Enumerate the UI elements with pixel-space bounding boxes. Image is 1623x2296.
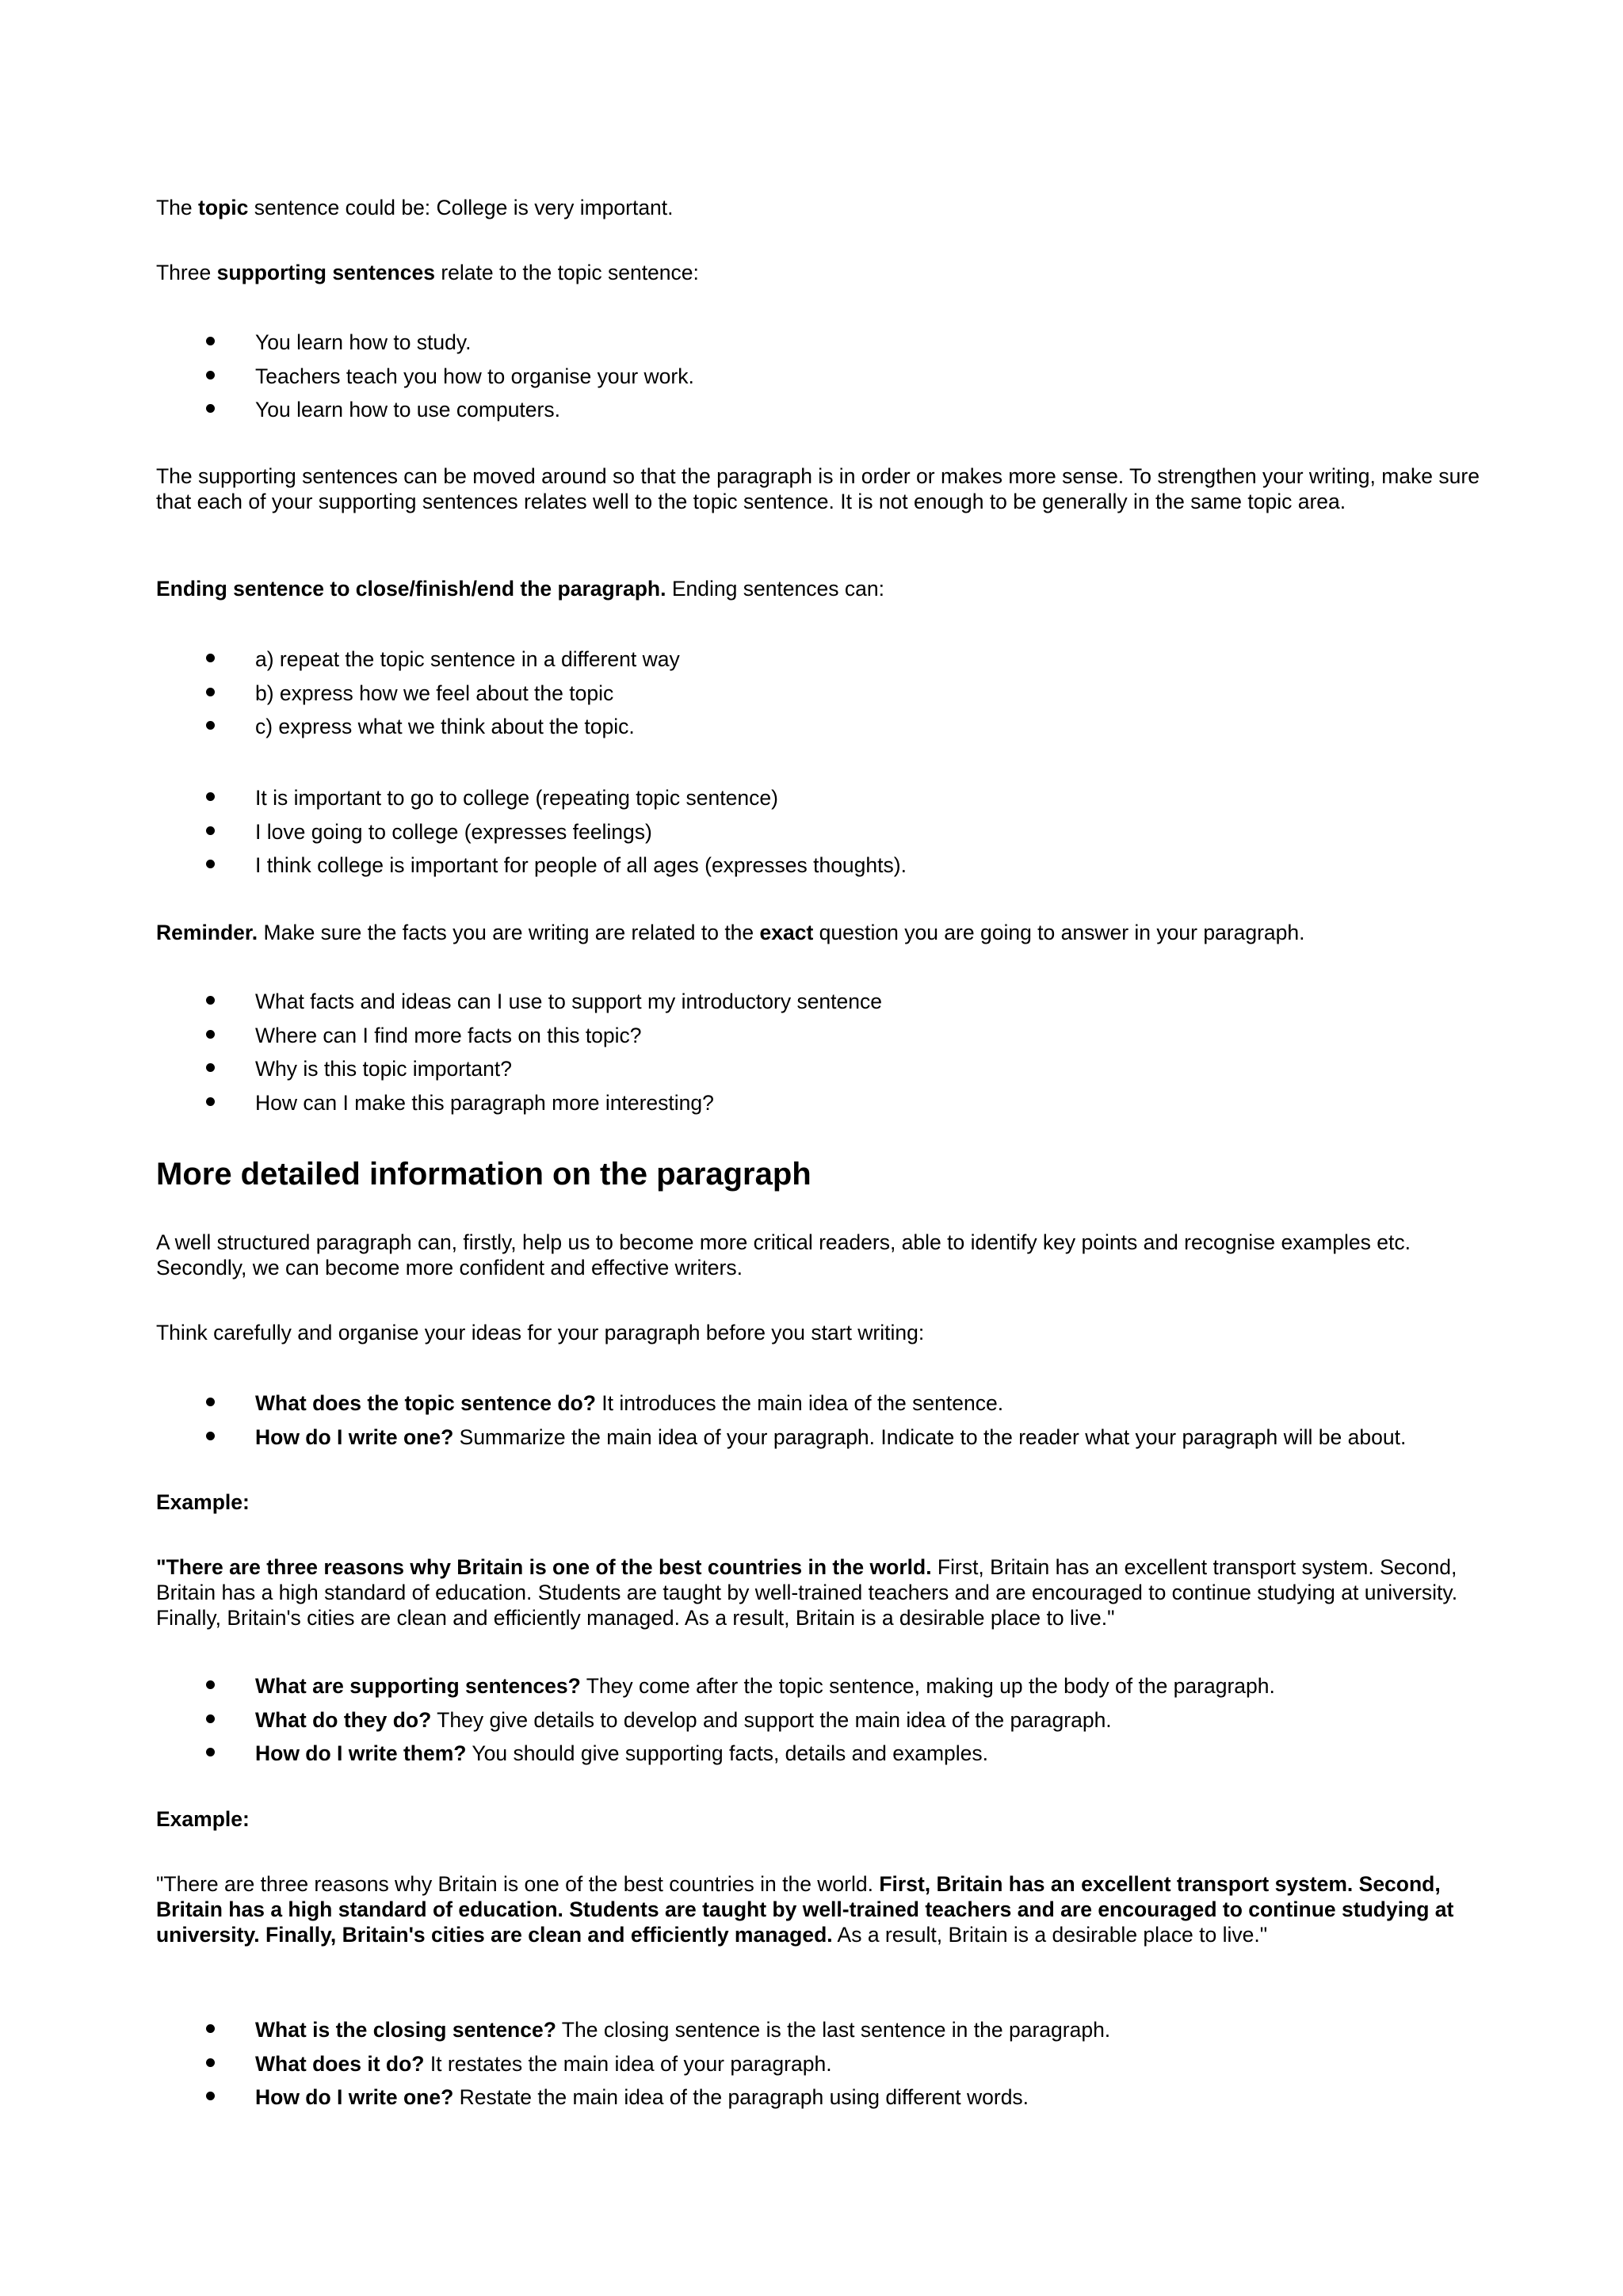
list-item-text: Where can I find more facts on this topic? (255, 1023, 642, 1047)
list-item (0, 1425, 1487, 1459)
bullet-icon (206, 654, 215, 662)
bold-run: Example: (156, 1807, 250, 1831)
example-paragraph-topic (156, 1554, 1487, 1630)
list-item (0, 852, 1487, 887)
text-run: question you are going to answer in your paragraph. (813, 921, 1305, 944)
list-item (0, 646, 1487, 681)
list-item (0, 1673, 1487, 1707)
bold-run: supporting sentences (216, 261, 435, 284)
list-item (0, 819, 1487, 853)
example-label (156, 1806, 1487, 1832)
question-text: How do I write them? (255, 1741, 467, 1765)
answer-text: They come after the topic sentence, making up the body of the paragraph. (580, 1674, 1275, 1698)
list-item (0, 989, 1487, 1023)
text-run: "There are three reasons why Britain is one of the best countries in the world. (156, 1872, 880, 1896)
ending-sentence-options-list (0, 646, 1487, 748)
list-item (0, 2051, 1487, 2085)
bold-run: Reminder. (156, 921, 258, 944)
bullet-icon (206, 688, 215, 696)
bullet-icon (206, 1680, 215, 1689)
text-run: As a result, Britain is a desirable place to live." (832, 1923, 1268, 1947)
bold-run: Ending sentence to close/finish/end the paragraph. (156, 577, 666, 601)
example-label (156, 1489, 1487, 1515)
answer-text: You should give supporting facts, details and examples. (466, 1741, 988, 1765)
supporting-sentences-list (0, 330, 1487, 431)
reminder-paragraph (156, 920, 1487, 945)
bold-run: exact (759, 921, 814, 944)
answer-text: It restates the main idea of your paragraph. (424, 2051, 832, 2076)
answer-text: They give details to develop and support the main idea of the paragraph. (431, 1707, 1112, 1732)
list-item-text: Why is this topic important? (255, 1057, 513, 1081)
supporting-sentences-explanation: The supporting sentences can be moved around so that the paragraph is in order or makes more sense. To strengthen your writing, make sure that each of your supporting sentences relates well to the topic sentence. It is not enough to be generally in the same topic area. (156, 464, 1480, 513)
list-item (0, 1023, 1487, 1057)
well-structured-paragraph: A well structured paragraph can, firstly, help us to become more critical readers, able to identify key points and recognise examples etc. Secondly, we can become more confident and effective writers. (156, 1230, 1411, 1280)
list-item-text: c) express what we think about the topic. (255, 715, 635, 738)
bullet-icon (206, 1398, 215, 1406)
supporting-sentences-intro (156, 260, 1487, 285)
bullet-icon (206, 1097, 215, 1106)
section-heading: More detailed information on the paragraph (156, 1157, 812, 1192)
answer-text: It introduces the main idea of the sentence. (595, 1391, 1004, 1415)
list-item (0, 681, 1487, 715)
question-text: What does the topic sentence do? (255, 1391, 596, 1415)
bullet-icon (206, 1432, 215, 1440)
list-item-text: It is important to go to college (repeating topic sentence) (255, 786, 778, 810)
bullet-icon (206, 2092, 215, 2100)
list-item (0, 2017, 1487, 2051)
list-item-text: You learn how to use computers. (255, 398, 560, 421)
answer-text: The closing sentence is the last sentence in the paragraph. (556, 2018, 1111, 2042)
list-item (0, 1707, 1487, 1741)
answer-text: Summarize the main idea of your paragraph. Indicate to the reader what your paragraph will be about. (453, 1425, 1407, 1449)
bullet-icon (206, 371, 215, 379)
bullet-icon (206, 792, 215, 801)
bullet-icon (206, 2024, 215, 2033)
bullet-icon (206, 1063, 215, 1072)
text-run: relate to the topic sentence: (434, 261, 699, 284)
ending-sentence-paragraph (156, 576, 1487, 601)
bullet-icon (206, 860, 215, 868)
example-paragraph-supporting (156, 1871, 1487, 1947)
text-run: The (156, 196, 199, 219)
closing-sentence-qa-list (0, 2017, 1487, 2119)
list-item-text: What facts and ideas can I use to support my introductory sentence (255, 990, 883, 1013)
list-item (0, 1390, 1487, 1425)
list-item (0, 330, 1487, 364)
topic-sentence-paragraph (156, 195, 1487, 220)
supporting-sentences-qa-list (0, 1673, 1487, 1775)
list-item-text: b) express how we feel about the topic (255, 681, 614, 705)
text-run: Three (156, 261, 217, 284)
bold-run: "There are three reasons why Britain is one of the best countries in the world. (156, 1555, 932, 1579)
topic-sentence-qa-list (0, 1390, 1487, 1458)
list-item (0, 1090, 1487, 1124)
answer-text: Restate the main idea of the paragraph using different words. (453, 2085, 1029, 2109)
bullet-icon (206, 1748, 215, 1756)
bullet-icon (206, 337, 215, 345)
bullet-icon (206, 1714, 215, 1723)
reminder-questions-list (0, 989, 1487, 1123)
list-item (0, 2084, 1487, 2119)
question-text: What does it do? (255, 2051, 425, 2076)
list-item-text: How can I make this paragraph more interesting? (255, 1090, 714, 1115)
text-run: First, Britain has an excellent transport system. Second, Britain has a high standard of education. Students are taught by well-trained teachers and are encouraged to continue studying at university. Finally, Britain's cities are clean and efficiently managed. As a result, Britain is a desirable place to live." (156, 1555, 1458, 1630)
bullet-icon (206, 2058, 215, 2067)
text-run: sentence could be: College is very important. (248, 196, 674, 219)
list-item-text: I think college is important for people of all ages (expresses thoughts). (255, 853, 907, 877)
bullet-icon (206, 996, 215, 1005)
question-text: What is the closing sentence? (255, 2018, 556, 2042)
think-carefully-paragraph: Think carefully and organise your ideas for your paragraph before you start writing: (156, 1321, 925, 1344)
list-item-text: You learn how to study. (255, 330, 472, 354)
text-run: Ending sentences can: (666, 577, 884, 601)
question-text: What are supporting sentences? (255, 1674, 581, 1698)
question-text: How do I write one? (255, 2085, 454, 2109)
bullet-icon (206, 826, 215, 835)
bold-run: topic (198, 196, 249, 219)
bullet-icon (206, 404, 215, 413)
bold-run: First, Britain has an excellent transport system. Second, Britain has a high standard of education. Students are taught by well-trained teachers and are encouraged to continue studying at university. Finally, Britain's cities are clean and efficiently managed. (156, 1872, 1454, 1947)
list-item-text: Teachers teach you how to organise your work. (255, 364, 694, 388)
list-item-text: a) repeat the topic sentence in a different way (255, 647, 680, 671)
list-item-text: I love going to college (expresses feelings) (255, 819, 652, 844)
bold-run: Example: (156, 1490, 250, 1514)
question-text: How do I write one? (255, 1425, 454, 1449)
list-item (0, 364, 1487, 398)
ending-sentence-examples-list (0, 785, 1487, 887)
text-run: Make sure the facts you are writing are related to the (258, 921, 760, 944)
bullet-icon (206, 721, 215, 730)
list-item (0, 397, 1487, 431)
list-item (0, 1056, 1487, 1090)
list-item (0, 1741, 1487, 1775)
question-text: What do they do? (255, 1707, 432, 1732)
list-item (0, 714, 1487, 748)
list-item (0, 785, 1487, 819)
bullet-icon (206, 1030, 215, 1039)
